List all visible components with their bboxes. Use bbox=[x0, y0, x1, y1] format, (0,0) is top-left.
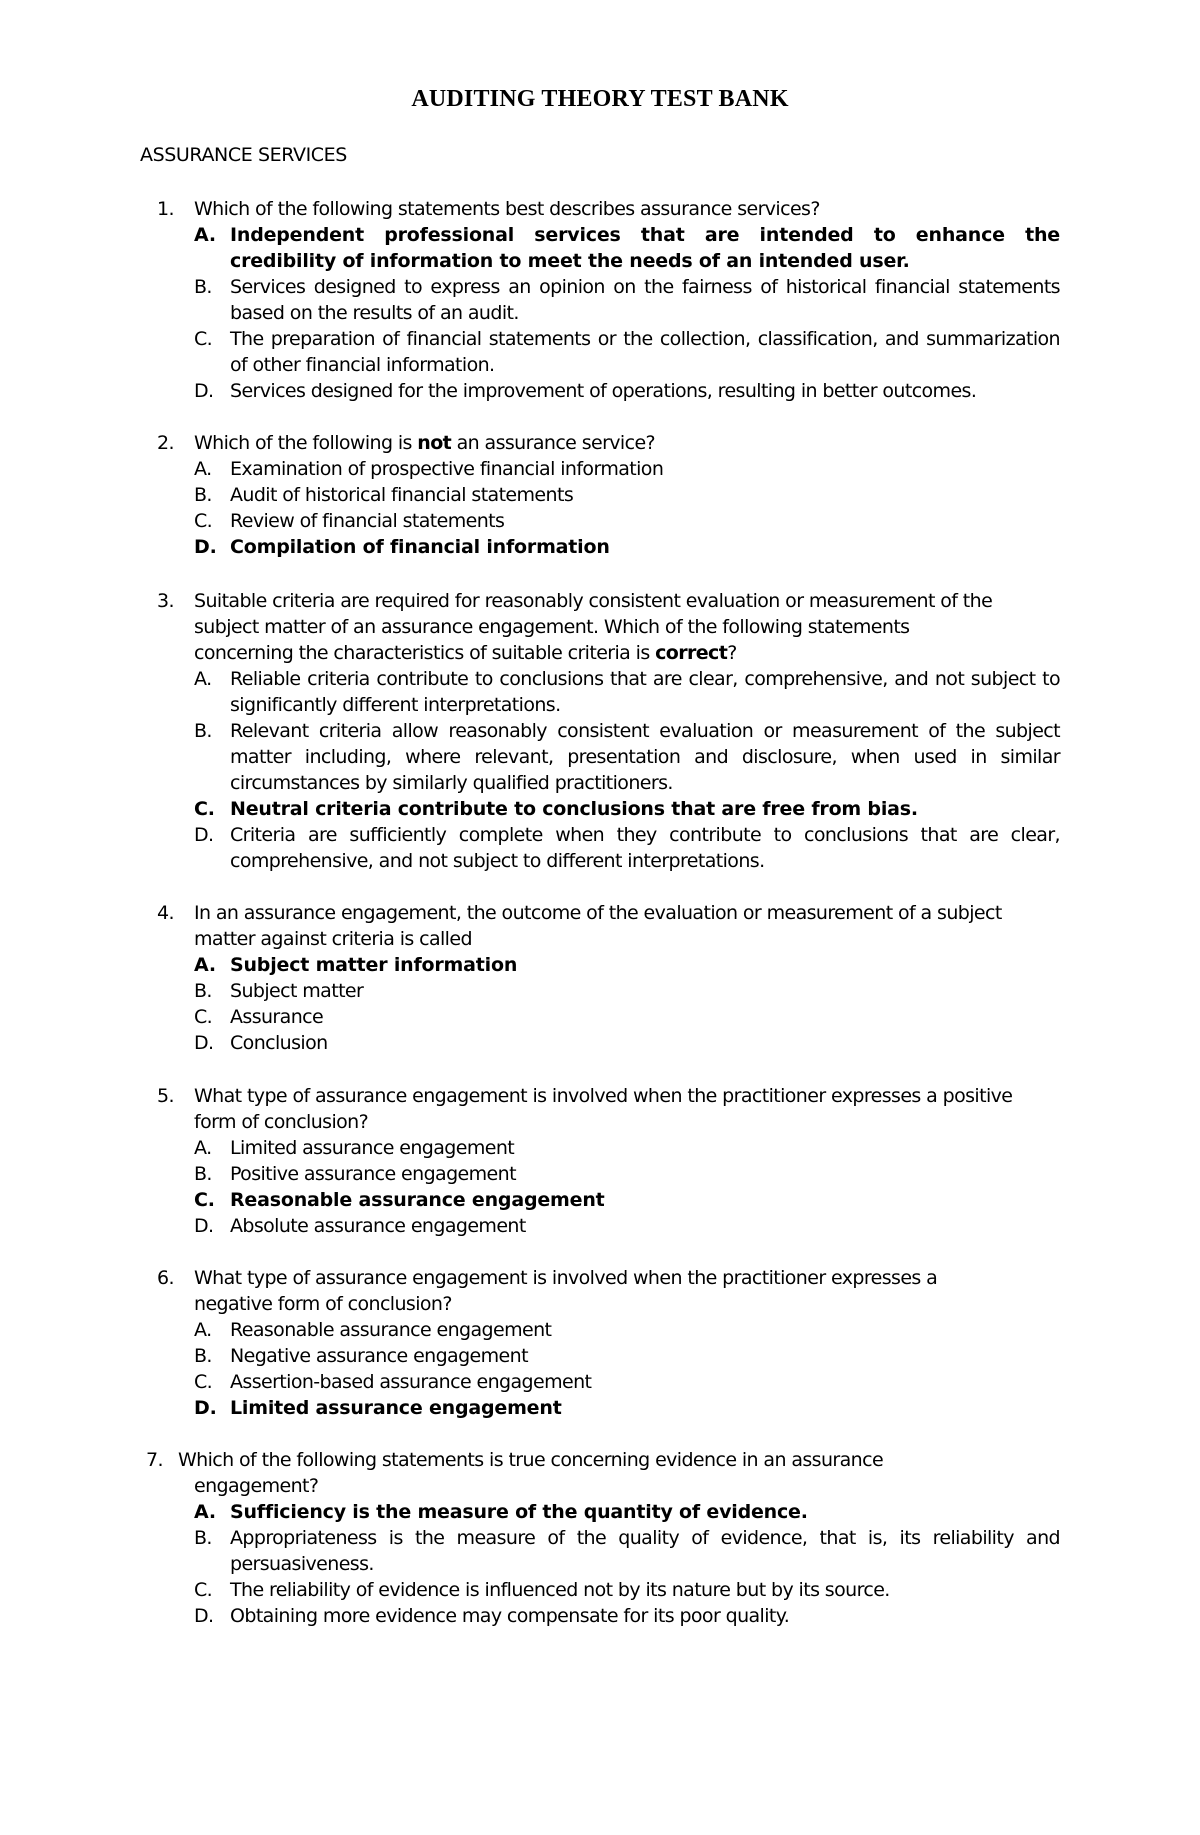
choice-letter: C. bbox=[194, 510, 213, 532]
question-text-line: matter against criteria is called bbox=[194, 928, 472, 950]
question-7-stem bbox=[140, 1447, 1060, 1499]
choice-text: Criteria are sufficiently complete when they contribute to conclusions that are clear, comprehensive, and not subject to different interpretations. bbox=[230, 824, 1060, 872]
choice-d bbox=[194, 1030, 1060, 1056]
choice-letter: A. bbox=[194, 224, 216, 246]
choice-letter: C. bbox=[194, 798, 215, 820]
question-7 bbox=[140, 1447, 1060, 1629]
choice-text: Negative assurance engagement bbox=[230, 1345, 528, 1367]
question-text-line: In an assurance engagement, the outcome of the evaluation or measurement of a subject bbox=[194, 902, 1002, 924]
choice-b bbox=[194, 978, 1060, 1004]
choice-d bbox=[194, 822, 1060, 874]
choice-text: Assurance bbox=[230, 1006, 324, 1028]
choice-letter: A. bbox=[194, 458, 212, 480]
choice-list bbox=[140, 456, 1060, 560]
choice-c bbox=[194, 326, 1060, 378]
choice-letter: D. bbox=[194, 1397, 217, 1419]
question-number: 5. bbox=[157, 1085, 174, 1107]
choice-text: Limited assurance engagement bbox=[230, 1397, 562, 1419]
question-text-line: engagement? bbox=[194, 1475, 319, 1497]
question-number: 2. bbox=[157, 432, 174, 454]
choice-letter: D. bbox=[194, 1032, 214, 1054]
question-number: 1. bbox=[157, 198, 174, 220]
question-3-stem bbox=[140, 588, 1060, 666]
choice-letter: D. bbox=[194, 1215, 214, 1237]
choice-letter: D. bbox=[194, 824, 214, 846]
question-text-line: Suitable criteria are required for reasonably consistent evaluation or measurement of the bbox=[194, 590, 993, 612]
question-2 bbox=[140, 430, 1060, 560]
question-emphasis: correct bbox=[655, 642, 728, 664]
choice-c bbox=[194, 1004, 1060, 1030]
choice-text: The reliability of evidence is influenced not by its nature but by its source. bbox=[230, 1579, 890, 1601]
question-4 bbox=[140, 900, 1060, 1056]
choice-d bbox=[194, 1603, 1060, 1629]
choice-text: Appropriateness is the measure of the quality of evidence, that is, its reliability and persuasiveness. bbox=[230, 1527, 1060, 1575]
choice-letter: C. bbox=[194, 1006, 213, 1028]
choice-c-correct bbox=[194, 796, 1060, 822]
question-text: Which of the following statements best describes assurance services? bbox=[194, 198, 820, 220]
choice-letter: B. bbox=[194, 484, 212, 506]
question-4-stem bbox=[140, 900, 1060, 952]
choice-letter: C. bbox=[194, 328, 213, 350]
choice-b bbox=[194, 274, 1060, 326]
choice-letter: B. bbox=[194, 276, 212, 298]
choice-text: Absolute assurance engagement bbox=[230, 1215, 526, 1237]
question-number: 4. bbox=[157, 902, 174, 924]
choice-letter: B. bbox=[194, 980, 212, 1002]
choice-text: Subject matter information bbox=[230, 954, 518, 976]
question-text-part: ? bbox=[727, 642, 737, 664]
question-number: 3. bbox=[157, 590, 174, 612]
choice-b bbox=[194, 718, 1060, 796]
question-5-stem bbox=[140, 1083, 1060, 1135]
choice-text: Services designed to express an opinion on the fairness of historical financial statements based on the results of an audit. bbox=[230, 276, 1060, 324]
question-6-stem bbox=[140, 1265, 1060, 1317]
choice-letter: A. bbox=[194, 954, 216, 976]
choice-text: Obtaining more evidence may compensate for its poor quality. bbox=[230, 1605, 790, 1627]
choice-letter: B. bbox=[194, 1527, 212, 1549]
question-text-line: form of conclusion? bbox=[194, 1111, 369, 1133]
choice-letter: B. bbox=[194, 1345, 212, 1367]
choice-c bbox=[194, 1369, 1060, 1395]
choice-b bbox=[194, 1343, 1060, 1369]
choice-b bbox=[194, 1525, 1060, 1577]
choice-c-correct bbox=[194, 1187, 1060, 1213]
choice-text: The preparation of financial statements or the collection, classification, and summarization of other financial information. bbox=[230, 328, 1060, 376]
choice-text: Positive assurance engagement bbox=[230, 1163, 516, 1185]
choice-d-correct bbox=[194, 1395, 1060, 1421]
question-1 bbox=[140, 196, 1060, 404]
choice-text: Conclusion bbox=[230, 1032, 328, 1054]
choice-letter: C. bbox=[194, 1579, 213, 1601]
question-text-part: Which of the following is bbox=[194, 432, 418, 454]
question-1-stem bbox=[140, 196, 1060, 222]
choice-text: Examination of prospective financial information bbox=[230, 458, 664, 480]
choice-text: Services designed for the improvement of operations, resulting in better outcomes. bbox=[230, 380, 977, 402]
question-text-part: concerning the characteristics of suitable criteria is bbox=[194, 642, 656, 664]
choice-text: Limited assurance engagement bbox=[230, 1137, 515, 1159]
choice-text: Audit of historical financial statements bbox=[230, 484, 574, 506]
question-text-line: negative form of conclusion? bbox=[194, 1293, 452, 1315]
question-text-line: What type of assurance engagement is involved when the practitioner expresses a bbox=[194, 1267, 938, 1289]
choice-a bbox=[194, 666, 1060, 718]
choice-list bbox=[140, 1317, 1060, 1421]
choice-a-correct bbox=[194, 952, 1060, 978]
choice-text: Reasonable assurance engagement bbox=[230, 1319, 552, 1341]
choice-text: Relevant criteria allow reasonably consistent evaluation or measurement of the subject matter including, where relevant, presentation and disclosure, when used in similar circumstances by similarly qualified practitioners. bbox=[230, 720, 1060, 794]
choice-text: Independent professional services that are intended to enhance the credibility of information to meet the needs of an intended user. bbox=[230, 224, 1060, 272]
choice-text: Reliable criteria contribute to conclusions that are clear, comprehensive, and not subject to significantly different interpretations. bbox=[230, 668, 1060, 716]
question-emphasis: not bbox=[417, 432, 452, 454]
question-text-part: an assurance service? bbox=[451, 432, 656, 454]
choice-text: Subject matter bbox=[230, 980, 364, 1002]
choice-a bbox=[194, 1135, 1060, 1161]
question-text-line: Which of the following statements is true concerning evidence in an assurance bbox=[178, 1449, 884, 1471]
choice-d bbox=[194, 378, 1060, 404]
choice-list bbox=[140, 1135, 1060, 1239]
choice-text: Sufficiency is the measure of the quantity of evidence. bbox=[230, 1501, 808, 1523]
choice-text: Assertion-based assurance engagement bbox=[230, 1371, 592, 1393]
question-text-line: What type of assurance engagement is involved when the practitioner expresses a positive bbox=[194, 1085, 1013, 1107]
choice-d bbox=[194, 1213, 1060, 1239]
question-text-line bbox=[194, 640, 1060, 666]
choice-b bbox=[194, 1161, 1060, 1187]
choice-letter: D. bbox=[194, 1605, 214, 1627]
choice-a bbox=[194, 456, 1060, 482]
choice-letter: A. bbox=[194, 668, 212, 690]
choice-letter: D. bbox=[194, 380, 214, 402]
choice-text: Neutral criteria contribute to conclusions that are free from bias. bbox=[230, 798, 918, 820]
choice-c bbox=[194, 508, 1060, 534]
choice-letter: B. bbox=[194, 1163, 212, 1185]
section-heading: ASSURANCE SERVICES bbox=[140, 144, 347, 166]
choice-text: Reasonable assurance engagement bbox=[230, 1189, 605, 1211]
choice-a bbox=[194, 1317, 1060, 1343]
choice-b bbox=[194, 482, 1060, 508]
choice-a-correct bbox=[194, 222, 1060, 274]
choice-list bbox=[140, 222, 1060, 404]
choice-list bbox=[140, 666, 1060, 874]
choice-letter: B. bbox=[194, 720, 212, 742]
choice-letter: D. bbox=[194, 536, 217, 558]
choice-text: Review of financial statements bbox=[230, 510, 505, 532]
page-title: AUDITING THEORY TEST BANK bbox=[411, 86, 789, 112]
question-2-stem bbox=[140, 430, 1060, 456]
choice-list bbox=[140, 952, 1060, 1056]
choice-text: Compilation of financial information bbox=[230, 536, 610, 558]
question-number: 6. bbox=[157, 1267, 174, 1289]
choice-letter: A. bbox=[194, 1137, 212, 1159]
choice-list bbox=[140, 1499, 1060, 1629]
choice-c bbox=[194, 1577, 1060, 1603]
question-text-line: subject matter of an assurance engagement. Which of the following statements bbox=[194, 616, 910, 638]
choice-letter: A. bbox=[194, 1501, 216, 1523]
choice-a-correct bbox=[194, 1499, 1060, 1525]
question-5 bbox=[140, 1083, 1060, 1239]
question-3 bbox=[140, 588, 1060, 874]
choice-letter: C. bbox=[194, 1189, 215, 1211]
choice-d-correct bbox=[194, 534, 1060, 560]
question-6 bbox=[140, 1265, 1060, 1421]
question-number: 7. bbox=[146, 1449, 163, 1471]
choice-letter: C. bbox=[194, 1371, 213, 1393]
choice-letter: A. bbox=[194, 1319, 212, 1341]
